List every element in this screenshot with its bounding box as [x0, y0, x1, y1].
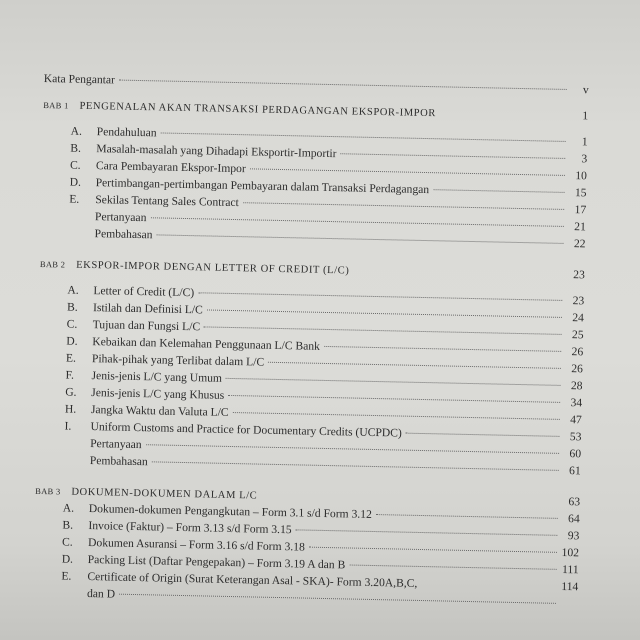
dot-leader: [233, 412, 560, 420]
toc-label: Sekilas Tentang Sales Contract: [95, 193, 239, 210]
toc-label: Dokumen Asuransi – Form 3.16 s/d Form 3.18: [87, 536, 305, 554]
toc-label: Invoice (Faktur) – Form 3.13 s/d Form 3.15: [88, 519, 292, 537]
dot-leader: [150, 217, 563, 227]
toc-label: Packing List (Daftar Pengepakan) – Form 3.19 A dan B: [87, 553, 346, 572]
dot-leader: [152, 461, 559, 471]
item-letter: I.: [64, 419, 72, 433]
toc-label: Kata Pengantar: [43, 71, 116, 87]
toc-page-number: 60: [569, 447, 582, 461]
toc-page-number: 3: [581, 152, 588, 166]
item-letter: D.: [69, 175, 82, 189]
toc-page-number: 21: [574, 220, 586, 234]
dot-leader: [341, 153, 566, 159]
item-letter: D.: [66, 334, 78, 348]
toc-label: Dokumen-dokumen Pengangkutan – Form 3.1 s/d Form 3.12: [88, 502, 372, 521]
item-letter: E.: [61, 569, 72, 583]
dot-leader: [228, 395, 560, 403]
chapter-title: EKSPOR-IMPOR DENGAN LETTER OF CREDIT (L/C): [76, 259, 350, 277]
item-letter: G.: [65, 385, 77, 399]
toc-label: Pihak-pihak yang Terlibat dalam L/C: [91, 352, 265, 369]
item-letter: H.: [64, 402, 77, 416]
chapter-title: PENGENALAN AKAN TRANSAKSI PERDAGANGAN EKSPOR-IMPOR: [79, 100, 437, 120]
dot-leader: [119, 80, 567, 90]
dot-leader: [157, 234, 564, 244]
dot-leader: [204, 326, 561, 334]
toc-page-number: 17: [574, 203, 587, 217]
toc-label: Jenis-jenis L/C yang Umum: [91, 369, 223, 385]
toc-label: Jenis-jenis L/C yang Khusus: [91, 386, 225, 402]
toc-page-number: 26: [571, 345, 584, 359]
dot-leader: [243, 202, 564, 210]
chapter-number: BAB 3: [35, 485, 61, 497]
item-letter: A.: [62, 501, 75, 515]
toc-page-number: 53: [569, 430, 582, 444]
item-letter: B.: [70, 141, 82, 155]
toc-label: Pertanyaan: [94, 210, 147, 225]
toc-label: Pembahasan: [89, 454, 148, 469]
toc-label: Kebaikan dan Kelemahan Penggunaan L/C Bank: [92, 335, 321, 353]
chapter-number: BAB 1: [43, 99, 69, 111]
item-letter: E.: [65, 351, 77, 365]
toc-page-number: 34: [570, 396, 583, 410]
dot-leader: [146, 444, 559, 454]
dot-leader: [250, 168, 565, 176]
table-of-contents: [33, 70, 589, 612]
toc-label: Tujuan dan Fungsi L/C: [92, 318, 201, 334]
toc-label: dan D: [86, 587, 116, 601]
toc-label: Pembahasan: [94, 227, 153, 242]
item-letter: C.: [61, 535, 73, 549]
item-letter: C.: [69, 158, 81, 172]
dot-leader: [161, 132, 566, 141]
toc-label: Uniform Customs and Practice for Documentary Credits (UCPDC): [90, 420, 402, 440]
dot-leader: [309, 547, 557, 553]
item-letter: F.: [65, 368, 75, 382]
toc-page-number: 1: [582, 109, 589, 123]
item-letter: A.: [67, 283, 79, 297]
toc-page-number: 22: [573, 237, 586, 251]
dot-leader: [296, 529, 558, 535]
chapter-title: DOKUMEN-DOKUMEN DALAM L/C: [71, 486, 258, 502]
toc-page-number: 102: [561, 545, 580, 560]
toc-page-number: 26: [571, 362, 583, 376]
toc-page-number: 111: [561, 562, 579, 577]
toc-page-number: 23: [572, 294, 585, 308]
dot-leader: [349, 565, 556, 570]
toc-page-number: 23: [573, 268, 585, 282]
toc-label: Masalah-masalah yang Dihadapi Eksportir-Importir: [96, 142, 337, 161]
toc-page-number: 1: [581, 135, 588, 149]
toc-label: Certificate of Origin (Surat Keterangan Asal - SKA)- Form 3.20A,B,C,: [87, 570, 418, 590]
toc-page-number: 114: [561, 579, 579, 594]
item-letter: D.: [61, 552, 74, 566]
toc-label: Pertimbangan-pertimbangan Pembayaran dalam Transaksi Perdagangan: [95, 176, 430, 197]
toc-label: Jangka Waktu dan Valuta L/C: [90, 403, 229, 419]
toc-page-number: 64: [567, 512, 580, 526]
dot-leader: [268, 362, 561, 369]
dot-leader: [226, 378, 561, 386]
item-letter: E.: [69, 192, 80, 206]
toc-page-number: 93: [567, 529, 580, 543]
toc-page-number: 61: [568, 464, 581, 478]
toc-label: Cara Pembayaran Ekspor-Impor: [95, 159, 246, 176]
toc-label: Letter of Credit (L/C): [93, 284, 195, 300]
toc-page-number: 28: [570, 379, 583, 393]
toc-page-number: 10: [575, 169, 588, 183]
item-letter: C.: [66, 317, 78, 331]
dot-leader: [198, 292, 562, 301]
dot-leader: [406, 433, 560, 437]
toc-label: Pertanyaan: [90, 437, 142, 452]
dot-leader: [324, 346, 561, 352]
item-letter: A.: [70, 124, 83, 138]
dot-leader: [376, 514, 558, 519]
item-letter: B.: [62, 518, 74, 532]
toc-page-number: v: [582, 83, 589, 97]
dot-leader: [433, 189, 564, 193]
toc-page-number: 63: [568, 495, 581, 509]
toc-label: Pendahuluan: [96, 125, 157, 140]
toc-page-number: 25: [571, 328, 584, 342]
chapter-number: BAB 2: [39, 258, 66, 270]
dot-leader: [119, 594, 556, 604]
dot-leader: [207, 309, 562, 317]
toc-page-number: 24: [572, 311, 585, 325]
item-letter: B.: [66, 300, 78, 314]
toc-page-number: 15: [574, 186, 587, 200]
toc-label: Istilah dan Definisi L/C: [92, 301, 203, 317]
toc-page-number: 47: [570, 413, 582, 427]
